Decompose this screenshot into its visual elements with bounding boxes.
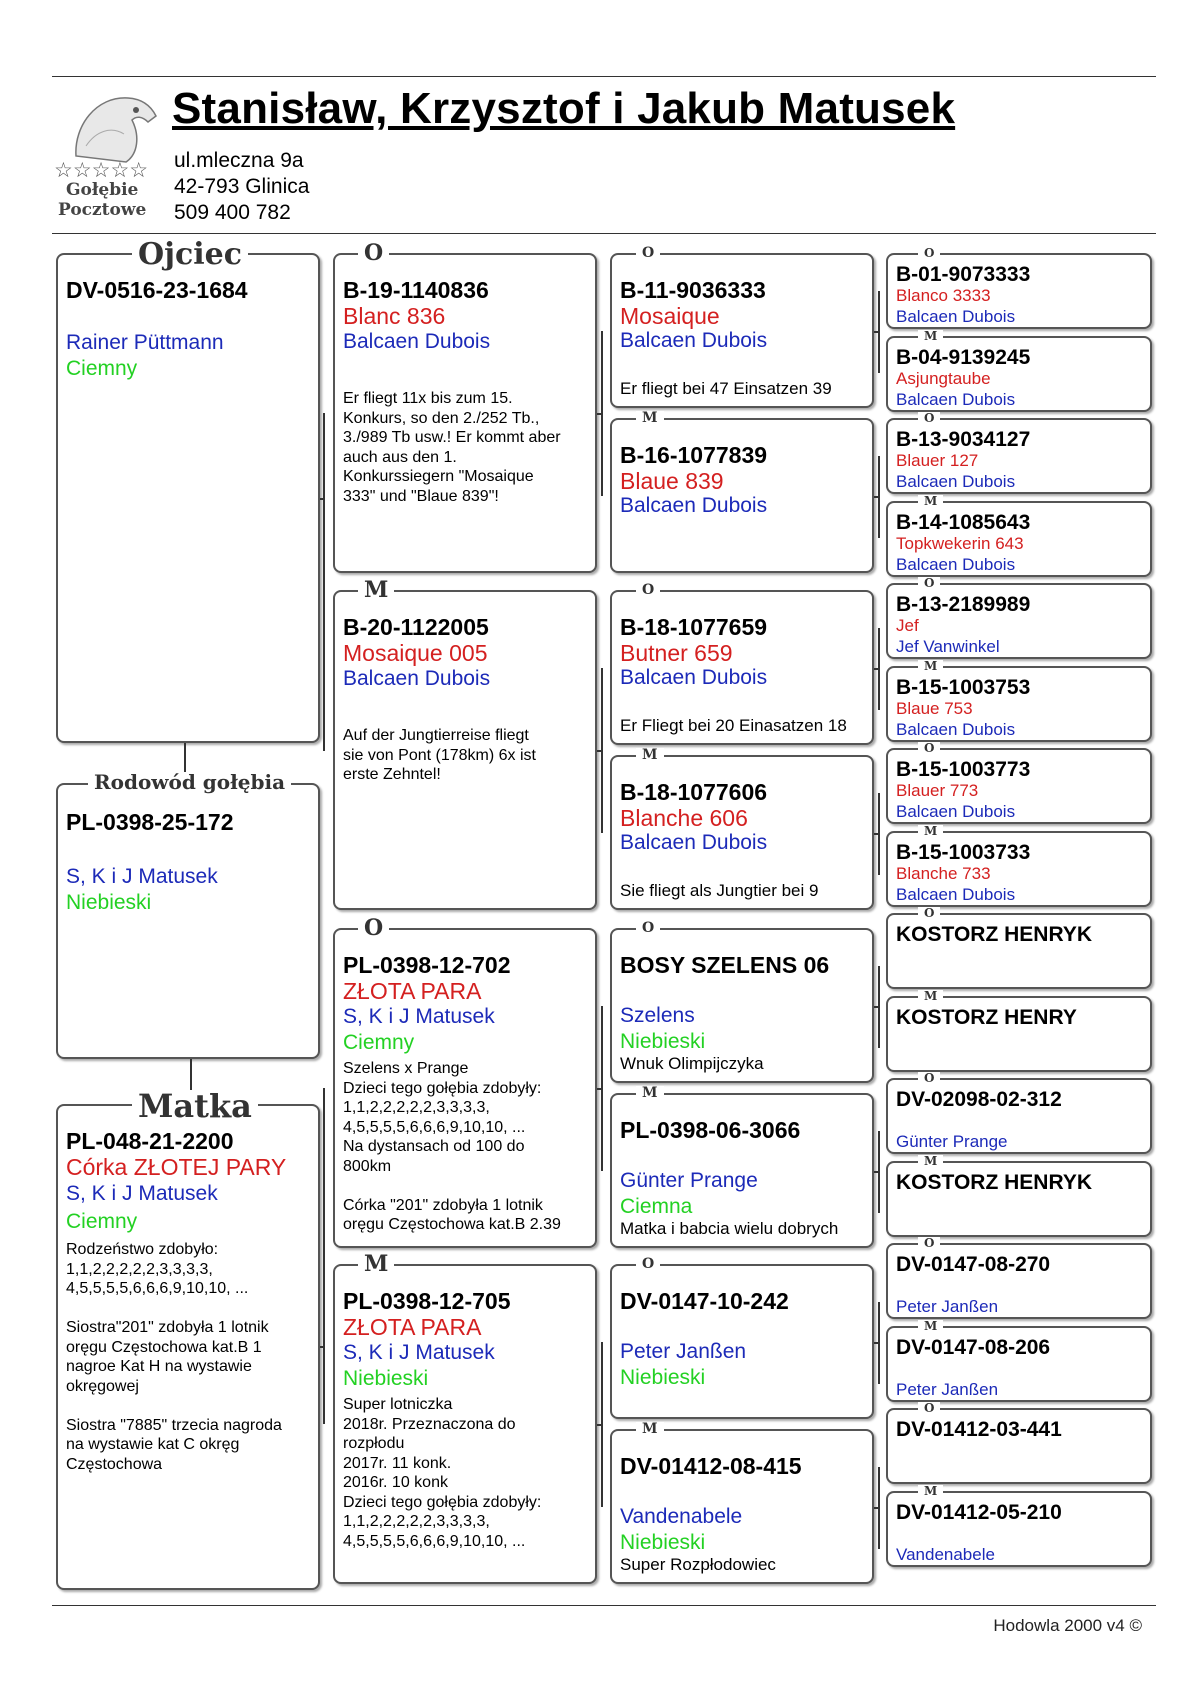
gen4-label: O — [918, 1072, 940, 1084]
gen4-name: Blanco 3333 — [896, 286, 991, 305]
note-line: Częstochowa — [66, 1455, 163, 1473]
gen2-breeder: S, K i J Matusek — [343, 1341, 495, 1364]
gen4-card[interactable] — [886, 666, 1152, 742]
gen3-breeder: Peter Janßen — [620, 1340, 747, 1363]
gen4-label: M — [918, 825, 943, 837]
gen4-card[interactable] — [886, 583, 1152, 659]
connector-line — [874, 496, 878, 498]
gen3-label: M — [636, 1422, 664, 1436]
connector-line — [597, 750, 601, 752]
connector-line — [597, 1088, 601, 1090]
gen4-ring: KOSTORZ HENRY — [896, 1005, 1077, 1029]
gen2-notes — [343, 1395, 541, 1551]
gen3-card[interactable] — [610, 590, 874, 745]
gen3-label: O — [636, 583, 660, 597]
gen3-note: Er Fliegt bei 20 Einasatzen 18 — [620, 716, 847, 735]
gen4-card[interactable] — [886, 831, 1152, 907]
gen2-label: O — [358, 917, 389, 939]
gen2-color: Ciemny — [343, 1031, 415, 1054]
gen4-label: O — [918, 412, 940, 424]
gen3-note: Er fliegt bei 47 Einsatzen 39 — [620, 379, 832, 398]
connector-line — [601, 1006, 603, 1171]
gen4-ring: B-15-1003753 — [896, 675, 1031, 699]
connector-line — [320, 498, 323, 500]
note-line: 4,5,5,5,5,6,6,6,9,10,10, ... — [343, 1532, 526, 1550]
note-line — [66, 1299, 282, 1319]
gen3-card[interactable] — [610, 418, 874, 573]
header-rule — [52, 233, 1156, 234]
connector-line — [601, 668, 603, 833]
gen4-ring: B-15-1003733 — [896, 840, 1031, 864]
connector-line — [323, 413, 325, 751]
gen2-ring: PL-0398-12-702 — [343, 952, 511, 978]
father-label: Ojciec — [132, 240, 248, 270]
gen3-name: Mosaique — [620, 303, 720, 329]
connector-line — [878, 1131, 880, 1213]
note-line: Córka "201" zdobyła 1 lotnik — [343, 1196, 543, 1214]
logo-text-line2: Pocztowe — [58, 200, 147, 220]
connector-line — [874, 331, 878, 333]
gen3-card[interactable] — [610, 1429, 874, 1584]
gen3-color: Niebieski — [620, 1366, 706, 1389]
gen4-breeder: Peter Janßen — [896, 1379, 999, 1399]
connector-line — [320, 1346, 323, 1348]
gen4-breeder: Vandenabele — [896, 1544, 995, 1564]
gen4-breeder: Balcaen Dubois — [896, 472, 1016, 491]
gen4-name: Jef — [896, 616, 919, 635]
gen4-card[interactable] — [886, 1491, 1152, 1567]
gen4-card[interactable] — [886, 336, 1152, 412]
gen4-label: O — [918, 1402, 940, 1414]
gen2-label: M — [358, 579, 394, 601]
gen3-name: Blanche 606 — [620, 805, 748, 831]
gen4-breeder: Günter Prange — [896, 1132, 1008, 1151]
gen4-ring: DV-0147-08-206 — [896, 1335, 1051, 1359]
note-line: oręgu Częstochowa kat.B 2.39 — [343, 1216, 561, 1233]
gen3-ring: B-16-1077839 — [620, 442, 768, 468]
gen3-color: Niebieski — [620, 1030, 706, 1053]
footer-rule — [52, 1605, 1156, 1606]
connector-line — [601, 331, 603, 496]
gen3-label: M — [636, 411, 664, 425]
gen3-breeder: Balcaen Dubois — [620, 666, 768, 689]
gen3-breeder: Günter Prange — [620, 1169, 758, 1192]
gen4-label: M — [918, 1155, 943, 1167]
gen4-card[interactable] — [886, 1326, 1152, 1402]
connector-line — [878, 628, 880, 710]
footer-credit: Hodowla 2000 v4 © — [993, 1616, 1142, 1635]
gen4-name: Blaue 753 — [896, 698, 973, 718]
gen2-breeder: Balcaen Dubois — [343, 330, 491, 353]
gen3-label: O — [636, 246, 660, 260]
note-line: auch aus den 1. — [343, 448, 457, 466]
gen3-name: Butner 659 — [620, 640, 733, 666]
gen4-breeder: Jef Vanwinkel — [896, 637, 1000, 656]
note-line: Konkurs, so den 2./252 Tb., — [343, 409, 540, 427]
gen3-breeder: Balcaen Dubois — [620, 329, 768, 352]
note-line — [343, 1176, 561, 1196]
gen4-label: O — [918, 577, 940, 589]
gen3-card[interactable] — [610, 755, 874, 910]
connector-line — [874, 1342, 878, 1344]
gen4-ring: DV-02098-02-312 — [896, 1088, 1062, 1111]
gen2-card[interactable] — [333, 928, 597, 1248]
logo-stars: ☆☆☆☆☆ — [54, 159, 149, 182]
subject-breeder: S, K i J Matusek — [66, 865, 218, 888]
note-line: 333" und "Blaue 839"! — [343, 487, 499, 505]
gen4-ring: B-13-2189989 — [896, 593, 1031, 616]
father-ring: DV-0516-23-1684 — [66, 277, 248, 303]
gen3-breeder: Balcaen Dubois — [620, 831, 768, 854]
note-line: 3./989 Tb usw.! Er kommt aber — [343, 429, 561, 446]
note-line: Siostra "7885" trzecia nagroda — [66, 1416, 282, 1434]
gen3-note: Super Rozpłodowiec — [620, 1555, 776, 1574]
gen4-card[interactable] — [886, 501, 1152, 577]
gen2-breeder: S, K i J Matusek — [343, 1005, 495, 1028]
connector-line — [878, 456, 880, 538]
gen4-ring: B-04-9139245 — [896, 345, 1031, 369]
connector-line — [597, 413, 601, 415]
note-line: rozpłodu — [343, 1435, 405, 1452]
mother-breeder: S, K i J Matusek — [66, 1182, 218, 1205]
note-line: 800km — [343, 1157, 392, 1175]
gen2-notes — [343, 1059, 561, 1235]
note-line: Na dystansach od 100 do — [343, 1138, 525, 1155]
address-street: ul.mleczna 9a — [174, 149, 304, 172]
gen2-ring: B-19-1140836 — [343, 277, 489, 303]
gen2-name: Mosaique 005 — [343, 640, 488, 666]
connector-line — [878, 966, 880, 1048]
gen4-ring: KOSTORZ HENRYK — [896, 1170, 1093, 1194]
gen2-color: Niebieski — [343, 1367, 429, 1390]
gen4-breeder: Balcaen Dubois — [896, 884, 1016, 904]
subject-ring: PL-0398-25-172 — [66, 809, 234, 835]
gen2-name: ZŁOTA PARA — [343, 978, 482, 1004]
gen4-name: Blauer 773 — [896, 781, 979, 800]
gen4-card[interactable] — [886, 1243, 1152, 1319]
note-line: na wystawie kat C okręg — [66, 1436, 240, 1453]
father-color: Ciemny — [66, 357, 138, 380]
gen2-breeder: Balcaen Dubois — [343, 667, 491, 690]
note-line: sie von Pont (178km) 6x ist — [343, 746, 536, 764]
top-rule — [52, 76, 1156, 77]
gen2-card[interactable] — [333, 590, 597, 910]
gen3-card[interactable] — [610, 928, 874, 1083]
note-line: Er fliegt 11x bis zum 15. — [343, 390, 513, 407]
gen4-label: M — [918, 660, 943, 672]
gen4-ring: DV-0147-08-270 — [896, 1253, 1051, 1276]
gen4-ring: B-01-9073333 — [896, 263, 1031, 286]
gen3-name: Blaue 839 — [620, 468, 724, 494]
gen3-ring: B-18-1077659 — [620, 614, 768, 640]
gen3-label: M — [636, 1086, 664, 1100]
gen4-name: Blauer 127 — [896, 451, 979, 470]
note-line: erste Zehntel! — [343, 766, 441, 783]
gen3-card[interactable] — [610, 1264, 874, 1419]
mother-ring: PL-048-21-2200 — [66, 1128, 234, 1154]
note-line: Auf der Jungtierreise fliegt — [343, 727, 529, 744]
connector-line — [878, 1302, 880, 1384]
gen4-card[interactable] — [886, 1408, 1152, 1484]
note-line: 1,1,2,2,2,2,2,3,3,3,3, — [343, 1513, 490, 1530]
gen3-ring: PL-0398-06-3066 — [620, 1117, 801, 1143]
gen4-label: O — [918, 907, 940, 919]
gen4-ring: B-14-1085643 — [896, 510, 1031, 534]
gen2-ring: PL-0398-12-705 — [343, 1288, 511, 1314]
connector-line — [874, 1507, 878, 1509]
connector-line — [878, 291, 880, 373]
gen4-card[interactable] — [886, 1078, 1152, 1154]
gen2-label: M — [358, 1253, 394, 1275]
gen3-card[interactable] — [610, 253, 874, 408]
connector-line — [878, 1467, 880, 1549]
note-line: Dzieci tego gołębia zdobyły: — [343, 1079, 542, 1097]
connector-line — [874, 833, 878, 835]
gen4-card[interactable] — [886, 253, 1152, 329]
mother-card[interactable] — [56, 1104, 320, 1590]
note-line: 2018r. Przeznaczona do — [343, 1415, 516, 1433]
connector-line — [323, 1088, 325, 1424]
gen2-card[interactable] — [333, 253, 597, 573]
gen3-color: Niebieski — [620, 1531, 706, 1554]
gen4-breeder: Balcaen Dubois — [896, 719, 1016, 739]
gen4-label: M — [918, 495, 943, 507]
gen4-card[interactable] — [886, 418, 1152, 494]
note-line: nagroe Kat H na wystawie — [66, 1358, 252, 1375]
gen3-note: Sie fliegt als Jungtier bei 9 — [620, 881, 819, 900]
gen3-ring: DV-01412-08-415 — [620, 1453, 802, 1479]
subject-label: Rodowód gołębia — [88, 772, 291, 792]
gen4-ring: B-13-9034127 — [896, 428, 1031, 451]
phone-number: 509 400 782 — [174, 201, 291, 224]
note-line: oręgu Częstochowa kat.B 1 — [66, 1338, 262, 1356]
gen3-label: O — [636, 1257, 660, 1271]
gen4-label: M — [918, 990, 943, 1002]
gen3-label: M — [636, 748, 664, 762]
gen4-label: O — [918, 1237, 940, 1249]
gen2-ring: B-20-1122005 — [343, 614, 489, 640]
note-line: 4,5,5,5,5,6,6,6,9,10,10, ... — [343, 1118, 526, 1136]
connector-line — [878, 793, 880, 875]
gen2-notes — [343, 389, 561, 506]
gen3-ring: B-18-1077606 — [620, 779, 768, 805]
gen4-label: M — [918, 330, 943, 342]
note-line — [66, 1396, 282, 1416]
gen4-ring: DV-01412-03-441 — [896, 1418, 1062, 1441]
gen3-label: O — [636, 921, 660, 935]
subject-color: Niebieski — [66, 891, 152, 914]
gen2-card[interactable] — [333, 1264, 597, 1584]
gen3-breeder: Balcaen Dubois — [620, 494, 768, 517]
gen2-name: ZŁOTA PARA — [343, 1314, 482, 1340]
connector-line — [874, 1171, 878, 1173]
gen3-card[interactable] — [610, 1093, 874, 1248]
note-line: okręgowej — [66, 1377, 139, 1395]
note-line: Konkurssiegern "Mosaique — [343, 468, 534, 485]
gen3-ring: DV-0147-10-242 — [620, 1288, 789, 1314]
gen4-breeder: Balcaen Dubois — [896, 554, 1016, 574]
note-line: 1,1,2,2,2,2,2,3,3,3,3, — [343, 1099, 490, 1116]
gen4-name: Asjungtaube — [896, 368, 991, 388]
mother-name: Córka ZŁOTEJ PARY — [66, 1154, 287, 1180]
subject-card[interactable] — [56, 783, 320, 1059]
connector-line — [601, 1342, 603, 1507]
note-line: Siostra"201" zdobyła 1 lotnik — [66, 1319, 269, 1336]
gen4-ring: KOSTORZ HENRYK — [896, 923, 1093, 946]
connector-line — [597, 1424, 601, 1426]
gen4-label: M — [918, 1485, 943, 1497]
gen4-label: O — [918, 742, 940, 754]
gen2-label: O — [358, 242, 389, 264]
gen3-color: Ciemna — [620, 1195, 693, 1218]
gen4-breeder: Balcaen Dubois — [896, 307, 1016, 326]
mother-notes — [66, 1240, 282, 1474]
gen4-card[interactable] — [886, 996, 1152, 1072]
gen4-ring: DV-01412-05-210 — [896, 1500, 1062, 1524]
gen4-card[interactable] — [886, 1161, 1152, 1237]
note-line: Super lotniczka — [343, 1396, 453, 1413]
gen4-name: Blanche 733 — [896, 863, 991, 883]
father-card[interactable] — [56, 253, 320, 743]
father-breeder: Rainer Püttmann — [66, 331, 224, 354]
logo-text-line1: Gołębie — [66, 180, 139, 200]
page-title: Stanisław, Krzysztof i Jakub Matusek — [172, 84, 956, 133]
gen3-ring: BOSY SZELENS 06 — [620, 952, 830, 978]
gen4-name: Topkwekerin 643 — [896, 533, 1024, 553]
mother-label: Matka — [132, 1090, 258, 1122]
note-line: Dzieci tego gołębia zdobyły: — [343, 1493, 542, 1511]
gen3-ring: B-11-9036333 — [620, 277, 766, 303]
gen4-breeder: Peter Janßen — [896, 1297, 999, 1316]
connector-line — [874, 1006, 878, 1008]
address-city: 42-793 Glinica — [174, 175, 310, 198]
gen4-breeder: Balcaen Dubois — [896, 802, 1016, 821]
gen3-breeder: Vandenabele — [620, 1505, 743, 1528]
note-line: 2017r. 11 konk. — [343, 1454, 452, 1472]
gen3-note: Matka i babcia wielu dobrych — [620, 1219, 839, 1238]
mother-color: Ciemny — [66, 1210, 138, 1233]
gen2-notes — [343, 726, 536, 785]
gen3-breeder: Szelens — [620, 1004, 695, 1027]
gen4-breeder: Balcaen Dubois — [896, 389, 1016, 409]
pigeon-logo — [56, 86, 164, 226]
gen4-card[interactable] — [886, 913, 1152, 989]
connector-line — [874, 668, 878, 670]
note-line: Szelens x Prange — [343, 1060, 469, 1077]
gen4-label: O — [918, 247, 940, 259]
gen4-label: M — [918, 1320, 943, 1332]
gen3-note: Wnuk Olimpijczyka — [620, 1054, 764, 1073]
gen4-card[interactable] — [886, 748, 1152, 824]
note-line: 1,1,2,2,2,2,2,3,3,3,3, — [66, 1260, 213, 1278]
gen2-name: Blanc 836 — [343, 303, 446, 329]
note-line: 4,5,5,5,5,6,6,6,9,10,10, ... — [66, 1280, 249, 1297]
gen4-ring: B-15-1003773 — [896, 758, 1031, 781]
note-line: 2016r. 10 konk — [343, 1474, 448, 1491]
note-line: Rodzeństwo zdobyło: — [66, 1241, 219, 1258]
